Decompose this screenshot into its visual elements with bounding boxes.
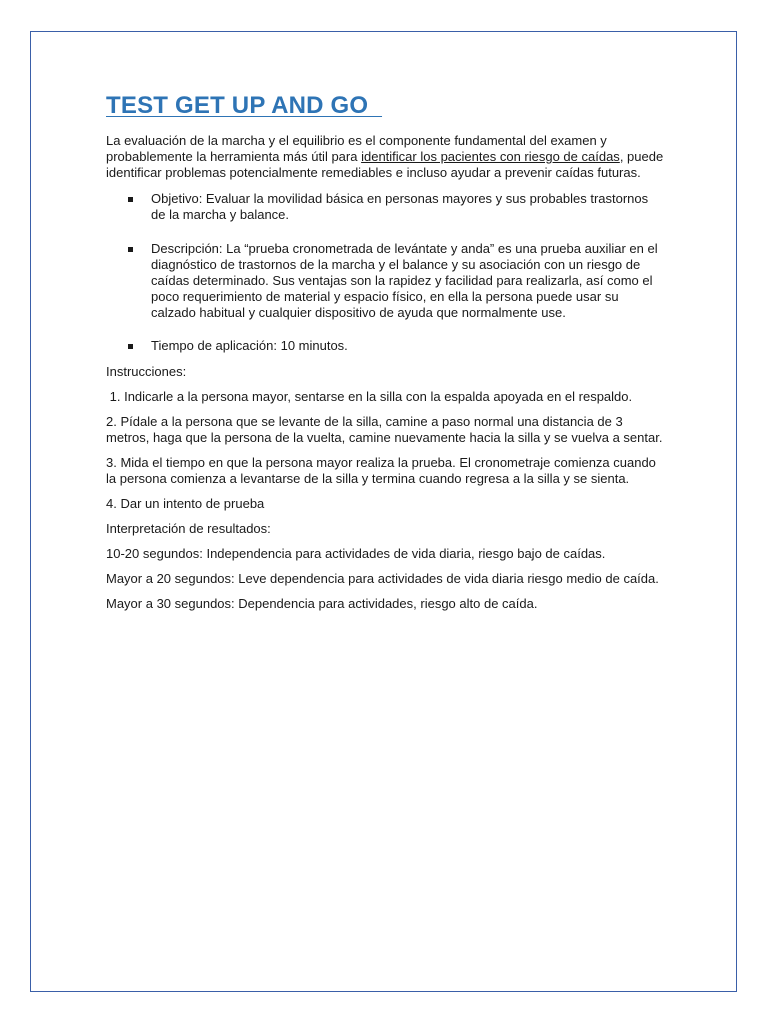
- intro-text-after: , puede identificar problemas potencialmente remediables e incluso ayudar a prevenir caídas futuras.: [106, 149, 664, 180]
- instruction-step: 3. Mida el tiempo en que la persona mayor realiza la prueba. El cronometraje comienza cuando la persona comienza a levantarse de la silla y termina cuando regresa a la silla y se sienta.: [106, 455, 656, 486]
- instruction-step: 2. Pídale a la persona que se levante de la silla, camine a paso normal una distancia de 3 metros, haga que la persona de la vuelta, camine nuevamente hacia la silla y se vuelva a sentar.: [106, 414, 663, 445]
- bullet-text: Descripción: La “prueba cronometrada de levántate y anda” es una prueba auxiliar en el diagnóstico de trastornos de la marcha y el balance y su asociación con un riesgo de caídas determinado. Sus ventajas son la rapidez y facilidad para realizarla, así como el poco requerimiento de material y espacio físico, en ella la persona puede usar su calzado habitual y cualquier dispositivo de ayuda que normalmente use.: [151, 241, 658, 320]
- square-bullet-icon: [128, 247, 133, 252]
- interpretation-heading: Interpretación de resultados:: [106, 521, 271, 536]
- result-line: Mayor a 20 segundos: Leve dependencia para actividades de vida diaria riesgo medio de caída.: [106, 571, 659, 586]
- intro-text-before: La evaluación de la marcha y el equilibrio es el componente fundamental del examen y probablemente la herramienta más útil para: [106, 133, 607, 164]
- instructions-heading: Instrucciones:: [106, 364, 187, 379]
- document-title: TEST GET UP AND GO: [106, 92, 383, 119]
- intro-underlined-text: identificar los pacientes con riesgo de caídas: [361, 149, 620, 164]
- intro-paragraph: [106, 133, 666, 181]
- bullet-item-time: [106, 338, 666, 354]
- bullet-item-description: [106, 241, 666, 321]
- instruction-step: 4. Dar un intento de prueba: [106, 496, 265, 511]
- square-bullet-icon: [128, 197, 133, 202]
- square-bullet-icon: [128, 344, 133, 349]
- instruction-step: 1. Indicarle a la persona mayor, sentarse en la silla con la espalda apoyada en el respaldo.: [106, 389, 633, 404]
- bullet-item-objective: [106, 191, 666, 223]
- bullet-text: Objetivo: Evaluar la movilidad básica en personas mayores y sus probables trastornos de la marcha y balance.: [151, 191, 649, 222]
- result-line: Mayor a 30 segundos: Dependencia para actividades, riesgo alto de caída.: [106, 596, 538, 611]
- bullet-list: [106, 191, 666, 354]
- bullet-text: Tiempo de aplicación: 10 minutos.: [151, 338, 348, 353]
- result-line: 10-20 segundos: Independencia para actividades de vida diaria, riesgo bajo de caídas.: [106, 546, 606, 561]
- document-body: [106, 92, 666, 621]
